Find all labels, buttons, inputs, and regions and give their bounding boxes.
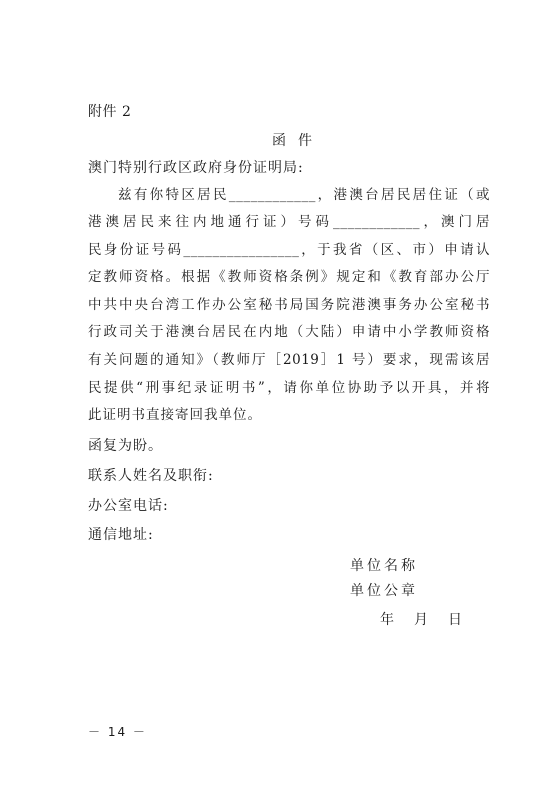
- page-number: － 14 －: [88, 725, 147, 739]
- signature-date: [380, 611, 464, 629]
- office-phone-label: 办公室电话:: [88, 498, 169, 514]
- mailing-address-label: 通信地址:: [88, 527, 154, 543]
- date-month-label: 月: [414, 612, 430, 628]
- body-line: 定教师资格。根据《教师资格条例》规定和《教育部办公厅: [88, 269, 490, 285]
- body-line: 民身份证号码________________，于我省（区、市）申请认: [88, 242, 490, 258]
- date-day-label: 日: [448, 612, 464, 628]
- body-line: 行政司关于港澳台居民在内地（大陆）申请中小学教师资格: [88, 324, 490, 340]
- attachment-label: 附件 2: [88, 104, 132, 120]
- contact-name-label: 联系人姓名及职衔:: [88, 468, 214, 484]
- body-line: 兹有你特区居民____________，港澳台居民居住证（或: [118, 187, 490, 203]
- body-line: 有关问题的通知》（教师厅［2019］1 号）要求，现需该居: [88, 352, 490, 368]
- body-line: 此证明书直接寄回我单位。: [88, 407, 262, 423]
- addressee: 澳门特别行政区政府身份证明局:: [88, 160, 304, 176]
- signature-unit-seal: 单位公章: [350, 583, 418, 599]
- body-line: 港澳居民来往内地通行证）号码____________，澳门居: [88, 214, 490, 230]
- date-year-label: 年: [380, 612, 396, 628]
- closing-text: 函复为盼。: [88, 438, 163, 454]
- document-title: 函件: [272, 133, 324, 149]
- body-line: 中共中央台湾工作办公室秘书局国务院港澳事务办公室秘书: [88, 297, 490, 313]
- signature-unit-name: 单位名称: [350, 558, 418, 574]
- body-line: 民提供“刑事纪录证明书”，请你单位协助予以开具，并将: [88, 380, 490, 396]
